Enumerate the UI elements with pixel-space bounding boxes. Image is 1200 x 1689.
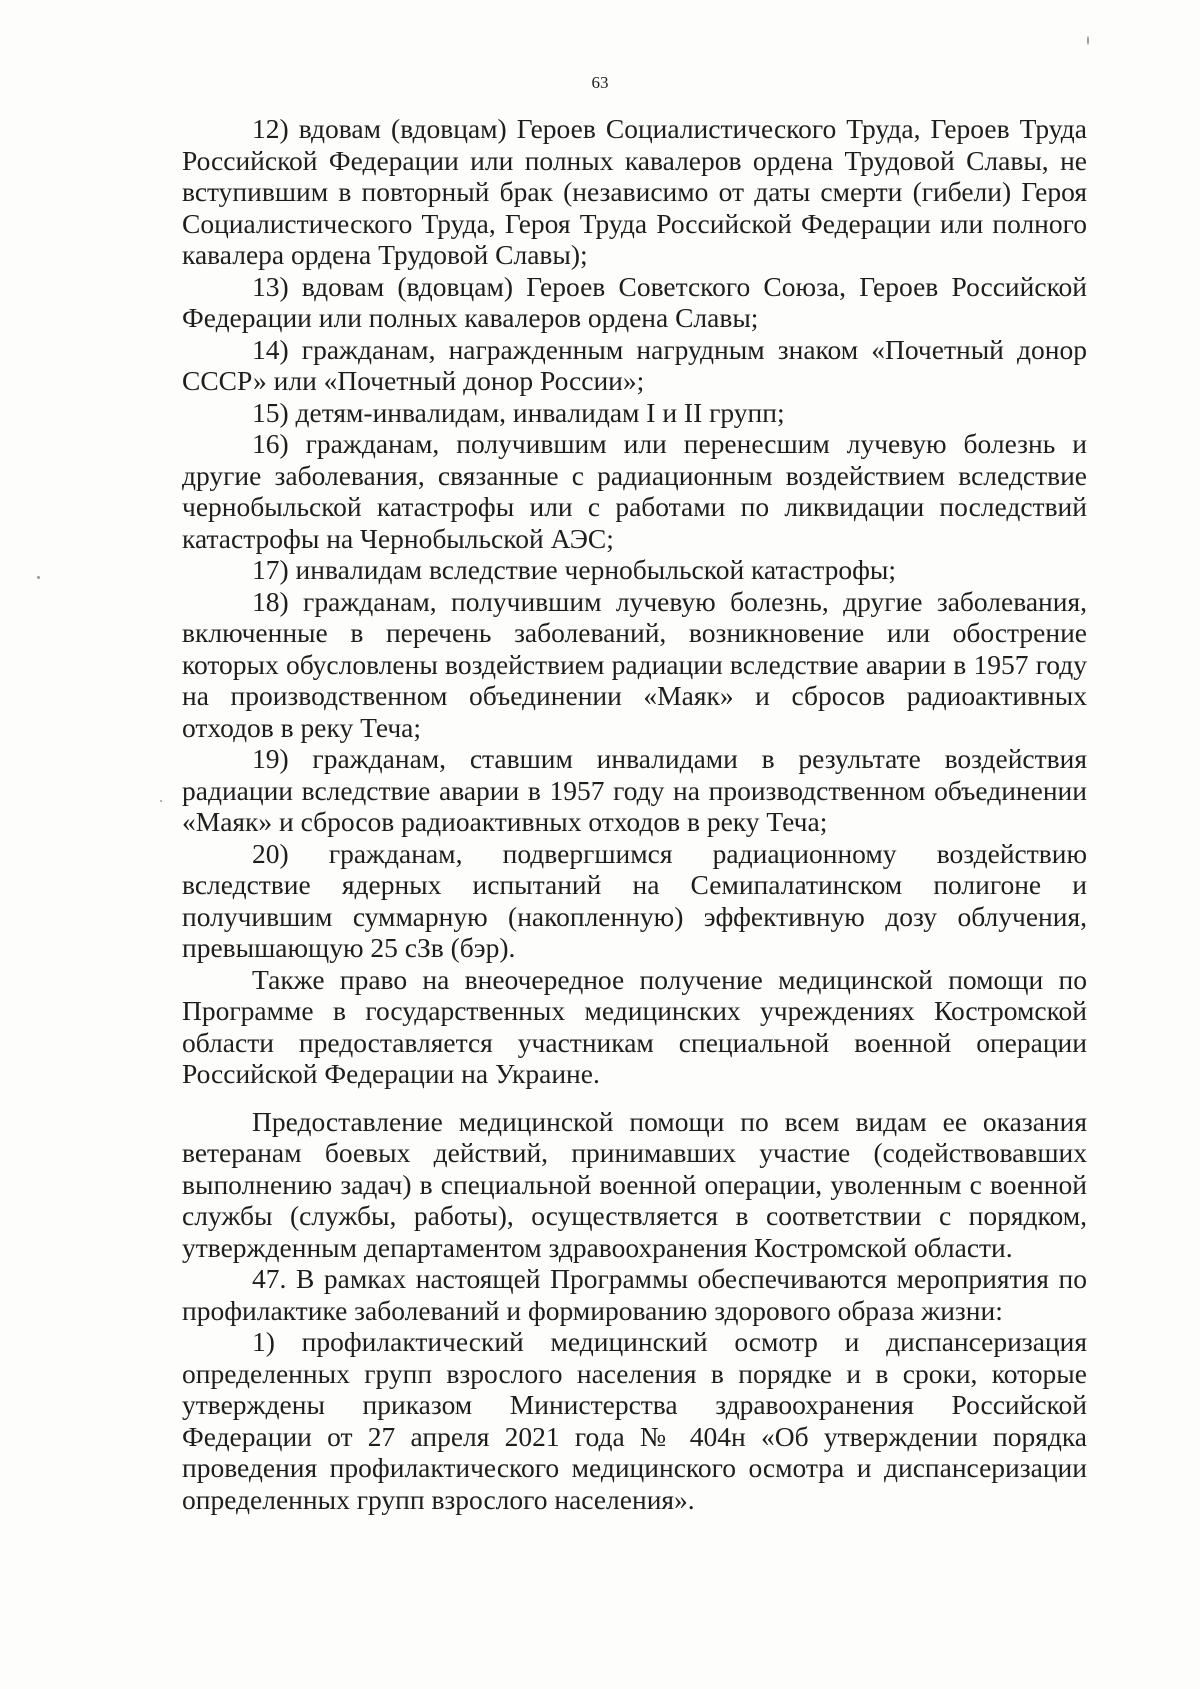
list-item-12: 12) вдовам (вдовцам) Героев Социалистического Труда, Героев Труда Российской Федерации или полных кавалеров ордена Трудовой Славы, не вступившим в повторный брак (независимо от даты смерти (гибели) Героя Социалистического Труда, Героя Труда Российской Федерации или полного кавалера ордена Трудовой Славы);	[182, 113, 1087, 270]
list-item-18: 18) гражданам, получившим лучевую болезнь, другие заболевания, включенные в перечень заболеваний, возникновение или обострение которых обусловлены воздействием радиации вследствие аварии в 1957 году на производственном объединении «Маяк» и сбросов радиоактивных отходов в реку Теча;	[182, 585, 1087, 743]
paragraph-svo-participants: Также право на внеочередное получение медицинской помощи по Программе в государственных медицинских учреждениях Костромской области предоставляется участникам специальной военной операции Российской Федерации на Украине.	[182, 963, 1087, 1089]
page-number: 63	[591, 73, 609, 92]
list-item-20: 20) гражданам, подвергшимся радиационному воздействию вследствие ядерных испытаний на Семипалатинском полигоне и получившим суммарную (накопленную) эффективную дозу облучения, превышающую 25 сЗв (бэр).	[182, 837, 1087, 963]
list-item-14: 14) гражданам, награжденным нагрудным знаком «Почетный донор СССР» или «Почетный донор России»;	[182, 333, 1087, 396]
list-item-15: 15) детям-инвалидам, инвалидам I и II групп;	[252, 396, 785, 428]
document-body	[182, 113, 1087, 1515]
list-item-13: 13) вдовам (вдовцам) Героев Советского Союза, Героев Российской Федерации или полных кавалеров ордена Славы;	[182, 270, 1087, 333]
paragraph-combat-veterans: Предоставление медицинской помощи по всем видам ее оказания ветеранам боевых действий, принимавших участие (содействовавших выполнению задач) в специальной военной операции, уволенным с военной службы (службы, работы), осуществляется в соответствии с порядком, утвержденным департаментом здравоохранения Костромской области.	[182, 1105, 1087, 1263]
scan-speck	[37, 576, 40, 579]
list-item-19: 19) гражданам, ставшим инвалидами в результате воздействия радиации вследствие аварии в 1957 году на производственном объединении «Маяк» и сбросов радиоактивных отходов в реку Теча;	[182, 743, 1087, 837]
list-item-17: 17) инвалидам вследствие чернобыльской катастрофы;	[252, 554, 897, 585]
section-47-heading: 47. В рамках настоящей Программы обеспечиваются мероприятия по профилактике заболеваний и формированию здорового образа жизни:	[182, 1263, 1087, 1326]
scan-speck	[160, 800, 162, 802]
scan-speck	[1087, 36, 1089, 45]
section-47-item-1: 1) профилактический медицинский осмотр и диспансеризация определенных групп взрослого населения в порядке и в сроки, которые утверждены приказом Министерства здравоохранения Российской Федерации от 27 апреля 2021 года № 404н «Об утверждении порядка проведения профилактического медицинского осмотра и диспансеризации определенных групп взрослого населения».	[182, 1326, 1087, 1515]
list-item-16: 16) гражданам, получившим или перенесшим лучевую болезнь и другие заболевания, связанные с радиационным воздействием вследствие чернобыльской катастрофы или с работами по ликвидации последствий катастрофы на Чернобыльской АЭС;	[182, 428, 1087, 554]
